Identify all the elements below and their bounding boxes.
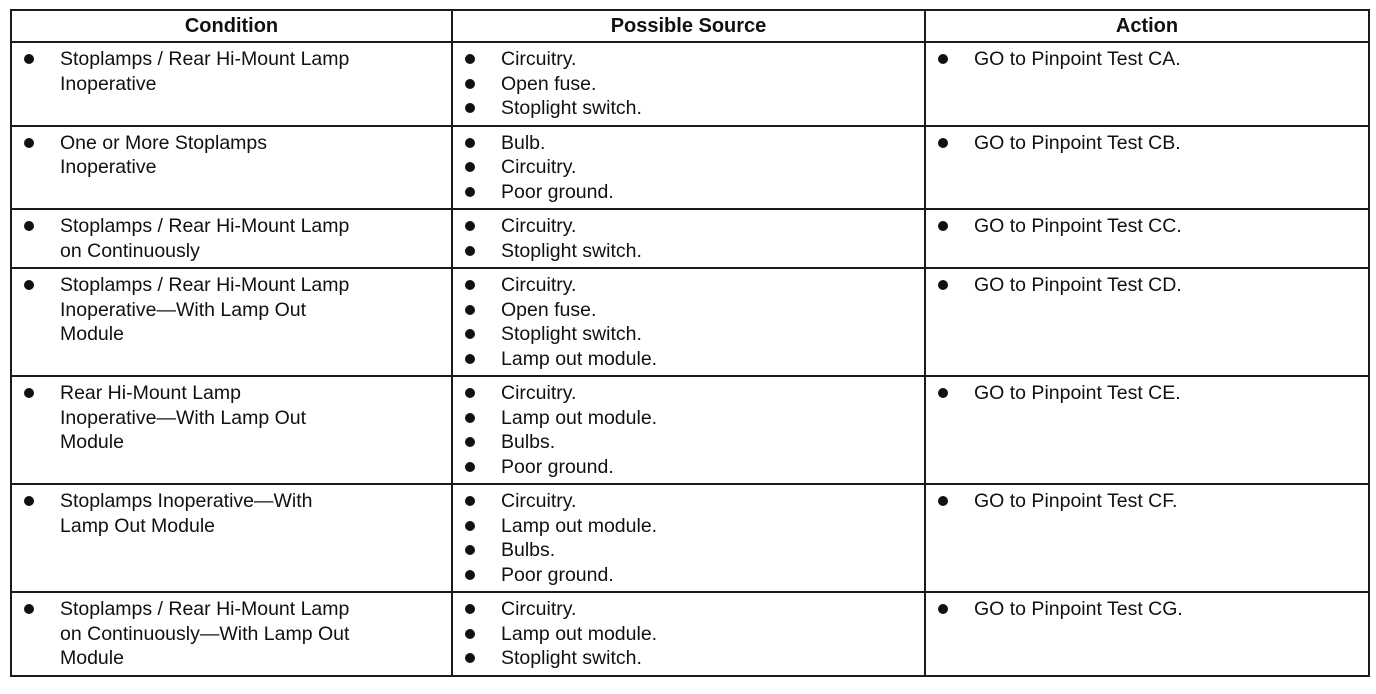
source-item	[453, 155, 924, 180]
possible-source-cell	[452, 268, 925, 376]
source-item	[453, 273, 924, 298]
source-item	[453, 239, 924, 264]
source-text: Poor ground.	[501, 455, 614, 478]
action-text: GO to Pinpoint Test CA.	[974, 48, 1181, 70]
source-item	[453, 214, 924, 239]
bullet-icon	[465, 305, 475, 315]
condition-cell	[11, 126, 452, 210]
source-text: Poor ground.	[501, 180, 614, 203]
source-item	[453, 96, 924, 121]
header-possible-source: Possible Source	[452, 10, 925, 42]
source-item	[453, 298, 924, 323]
table-body	[11, 42, 1369, 676]
action-list	[926, 214, 1368, 239]
bullet-icon	[465, 604, 475, 614]
action-item	[926, 214, 1368, 239]
source-text: Circuitry.	[501, 490, 577, 512]
source-item	[453, 347, 924, 372]
source-text: Stoplight switch.	[501, 647, 642, 669]
source-text: Circuitry.	[501, 382, 577, 404]
condition-text: Stoplamps / Rear Hi-Mount Lamp Inoperative	[60, 48, 350, 95]
source-item	[453, 597, 924, 622]
table-row	[11, 126, 1369, 210]
condition-cell	[11, 42, 452, 126]
source-text: Stoplight switch.	[501, 239, 642, 262]
table-row	[11, 42, 1369, 126]
action-cell	[925, 376, 1369, 484]
source-list	[453, 273, 924, 371]
condition-text: Rear Hi-Mount Lamp Inoperative—With Lamp Out Module	[60, 382, 307, 453]
possible-source-cell	[452, 376, 925, 484]
bullet-icon	[465, 329, 475, 339]
action-item	[926, 131, 1368, 156]
bullet-icon	[24, 388, 34, 398]
bullet-icon	[938, 54, 948, 64]
bullet-icon	[24, 280, 34, 290]
action-item	[926, 47, 1368, 72]
bullet-icon	[465, 280, 475, 290]
action-text: GO to Pinpoint Test CF.	[974, 490, 1178, 512]
condition-text: Stoplamps / Rear Hi-Mount Lamp Inoperative—With Lamp Out Module	[60, 274, 350, 345]
action-cell	[925, 268, 1369, 376]
action-list	[926, 47, 1368, 72]
bullet-icon	[465, 187, 475, 197]
source-item	[453, 489, 924, 514]
bullet-icon	[24, 221, 34, 231]
header-action: Action	[925, 10, 1369, 42]
bullet-icon	[465, 496, 475, 506]
source-item	[453, 131, 924, 156]
bullet-icon	[465, 653, 475, 663]
bullet-icon	[24, 54, 34, 64]
condition-list	[12, 273, 451, 347]
source-item	[453, 47, 924, 72]
source-text: Stoplight switch.	[501, 323, 642, 345]
condition-list	[12, 381, 451, 455]
table-row	[11, 268, 1369, 376]
condition-list	[12, 489, 451, 538]
condition-item	[12, 381, 451, 455]
bullet-icon	[465, 103, 475, 113]
source-item	[453, 622, 924, 647]
source-list	[453, 214, 924, 263]
bullet-icon	[938, 388, 948, 398]
action-text: GO to Pinpoint Test CE.	[974, 382, 1181, 404]
condition-list	[12, 131, 451, 180]
table-row	[11, 484, 1369, 592]
bullet-icon	[465, 437, 475, 447]
condition-list	[12, 214, 451, 263]
bullet-icon	[465, 79, 475, 89]
table-header	[11, 10, 1369, 42]
source-list	[453, 381, 924, 479]
source-text: Bulbs.	[501, 431, 556, 453]
condition-item	[12, 47, 451, 96]
source-list	[453, 489, 924, 587]
action-item	[926, 381, 1368, 406]
action-text: GO to Pinpoint Test CG.	[974, 598, 1183, 620]
source-text: Circuitry.	[501, 215, 577, 237]
action-cell	[925, 209, 1369, 268]
bullet-icon	[465, 246, 475, 256]
bullet-icon	[465, 388, 475, 398]
action-item	[926, 273, 1368, 298]
bullet-icon	[24, 138, 34, 148]
bullet-icon	[465, 521, 475, 531]
possible-source-cell	[452, 484, 925, 592]
source-text: Lamp out module.	[501, 406, 658, 429]
bullet-icon	[465, 221, 475, 231]
condition-text: Stoplamps Inoperative—With Lamp Out Module	[60, 490, 313, 537]
action-list	[926, 381, 1368, 406]
source-text: Circuitry.	[501, 156, 577, 178]
action-cell	[925, 42, 1369, 126]
action-cell	[925, 126, 1369, 210]
bullet-icon	[465, 462, 475, 472]
action-text: GO to Pinpoint Test CB.	[974, 131, 1181, 154]
source-item	[453, 646, 924, 671]
bullet-icon	[465, 162, 475, 172]
source-item	[453, 381, 924, 406]
action-item	[926, 597, 1368, 622]
source-text: Circuitry.	[501, 48, 577, 70]
source-item	[453, 430, 924, 455]
condition-cell	[11, 209, 452, 268]
action-list	[926, 131, 1368, 156]
condition-item	[12, 131, 451, 180]
source-text: Open fuse.	[501, 298, 597, 321]
condition-text: One or More Stoplamps Inoperative	[60, 131, 268, 178]
source-text: Lamp out module.	[501, 347, 658, 370]
bullet-icon	[938, 496, 948, 506]
source-text: Lamp out module.	[501, 514, 658, 537]
source-text: Circuitry.	[501, 598, 577, 620]
action-text: GO to Pinpoint Test CC.	[974, 215, 1182, 237]
bullet-icon	[465, 354, 475, 364]
condition-item	[12, 214, 451, 263]
action-list	[926, 273, 1368, 298]
source-item	[453, 514, 924, 539]
header-row	[11, 10, 1369, 42]
bullet-icon	[938, 138, 948, 148]
source-text: Circuitry.	[501, 274, 577, 296]
bullet-icon	[938, 221, 948, 231]
condition-cell	[11, 268, 452, 376]
source-item	[453, 563, 924, 588]
table-row	[11, 376, 1369, 484]
condition-text: Stoplamps / Rear Hi-Mount Lamp on Continuously—With Lamp Out Module	[60, 598, 350, 669]
source-list	[453, 131, 924, 205]
possible-source-cell	[452, 42, 925, 126]
source-item	[453, 180, 924, 205]
action-item	[926, 489, 1368, 514]
source-text: Stoplight switch.	[501, 97, 642, 119]
action-cell	[925, 484, 1369, 592]
source-item	[453, 322, 924, 347]
source-text: Lamp out module.	[501, 622, 658, 645]
bullet-icon	[465, 413, 475, 423]
condition-cell	[11, 592, 452, 676]
bullet-icon	[938, 280, 948, 290]
condition-cell	[11, 484, 452, 592]
source-list	[453, 47, 924, 121]
action-text: GO to Pinpoint Test CD.	[974, 274, 1182, 296]
possible-source-cell	[452, 209, 925, 268]
table-row	[11, 592, 1369, 676]
source-text: Bulb.	[501, 131, 546, 154]
bullet-icon	[24, 604, 34, 614]
source-text: Open fuse.	[501, 72, 597, 95]
bullet-icon	[465, 570, 475, 580]
condition-text: Stoplamps / Rear Hi-Mount Lamp on Continuously	[60, 215, 350, 262]
bullet-icon	[465, 629, 475, 639]
action-cell	[925, 592, 1369, 676]
table-row	[11, 209, 1369, 268]
diagnosis-table	[10, 9, 1370, 677]
condition-item	[12, 489, 451, 538]
bullet-icon	[465, 54, 475, 64]
action-list	[926, 597, 1368, 622]
source-text: Poor ground.	[501, 563, 614, 586]
possible-source-cell	[452, 126, 925, 210]
bullet-icon	[465, 138, 475, 148]
header-condition: Condition	[11, 10, 452, 42]
condition-list	[12, 597, 451, 671]
condition-item	[12, 273, 451, 347]
condition-item	[12, 597, 451, 671]
possible-source-cell	[452, 592, 925, 676]
bullet-icon	[465, 545, 475, 555]
source-item	[453, 72, 924, 97]
condition-list	[12, 47, 451, 96]
source-item	[453, 538, 924, 563]
bullet-icon	[24, 496, 34, 506]
source-text: Bulbs.	[501, 539, 556, 561]
source-item	[453, 406, 924, 431]
action-list	[926, 489, 1368, 514]
bullet-icon	[938, 604, 948, 614]
source-item	[453, 455, 924, 480]
condition-cell	[11, 376, 452, 484]
source-list	[453, 597, 924, 671]
